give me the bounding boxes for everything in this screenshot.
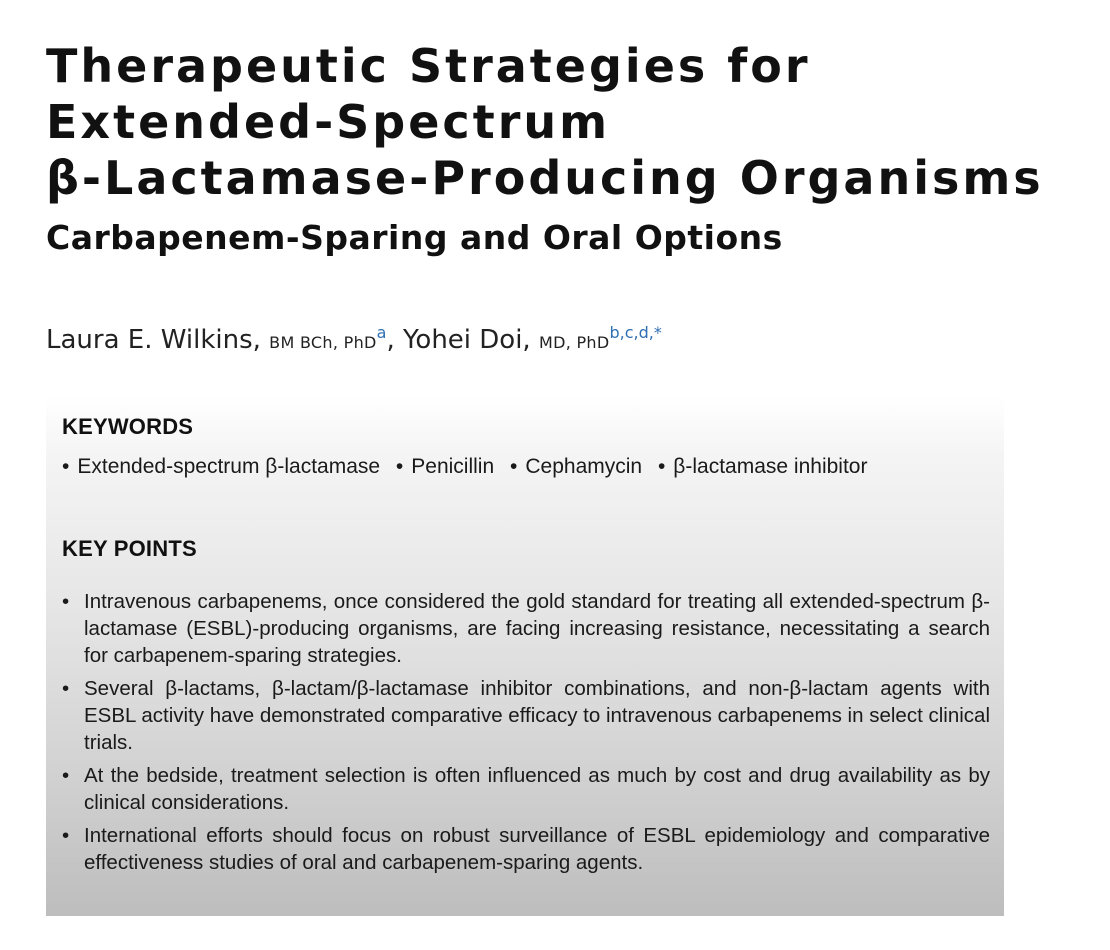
key-point-item (62, 588, 990, 669)
bullet-icon: • (62, 824, 70, 847)
title-line: β-Lactamase-Producing Organisms (46, 151, 1044, 205)
bullet-icon: • (657, 455, 666, 478)
keyword-item (62, 455, 380, 478)
keyword-item (510, 455, 642, 478)
author-name: Yohei Doi, (402, 325, 531, 355)
key-points-list (62, 588, 990, 876)
key-point-item (62, 762, 990, 816)
key-point-text: Intravenous carbapenems, once considered the gold standard for treating all extended-spectrum β-lactamase (ESBL)-producing organisms, are facing increasing resistance, necessitating a search for carbapenem-sparing strategies. (84, 590, 990, 667)
keywords-list (62, 452, 990, 482)
bullet-icon: • (62, 764, 70, 787)
keyword-item (396, 455, 494, 478)
bullet-icon: • (62, 677, 70, 700)
bullet-icon: • (510, 455, 518, 478)
bullet-icon: • (62, 455, 70, 478)
title-line: Extended-Spectrum (46, 95, 611, 149)
author-degrees: BM BCh, PhD (269, 333, 377, 352)
article-subtitle: Carbapenem-Sparing and Oral Options (46, 218, 783, 257)
affiliation-link[interactable]: b,c,d,* (609, 323, 662, 342)
author-line: Laura E. Wilkins, BM BCh, PhD$^a$, Yohei Doi, MD, PhD$^{b,c,d,*}$ (46, 323, 662, 355)
key-point-item (62, 675, 990, 756)
title-line: Therapeutic Strategies for (46, 39, 811, 93)
bullet-icon: • (62, 590, 70, 613)
article-header (46, 38, 1046, 260)
keywords-heading: KEYWORDS (62, 414, 194, 439)
keyword-text: β-lactamase inhibitor (673, 455, 868, 478)
keywords-keypoints-panel (46, 396, 1004, 916)
affiliation-link[interactable]: a (376, 323, 387, 342)
keyword-item (658, 455, 868, 478)
key-point-text: At the bedside, treatment selection is often influenced as much by cost and drug availability as by clinical considerations. (84, 764, 990, 814)
key-point-text: International efforts should focus on robust surveillance of ESBL epidemiology and comparative effectiveness studies of oral and carbapenem-sparing agents. (84, 824, 990, 874)
key-point-text: Several β-lactams, β-lactam/β-lactamase inhibitor combinations, and non-β-lactam agents with ESBL activity have demonstrated comparative efficacy to intravenous carbapenems in select clinical trials. (84, 677, 990, 754)
bullet-icon: • (395, 455, 404, 478)
author-degrees: MD, PhD (538, 333, 610, 352)
keyword-text: Cephamycin (525, 455, 643, 478)
article-title (46, 38, 1046, 206)
keyword-text: Penicillin (411, 455, 495, 478)
keyword-text: Extended-spectrum β-lactamase (77, 455, 381, 478)
key-points-heading: KEY POINTS (62, 536, 197, 561)
key-point-item (62, 822, 990, 876)
author-name: Laura E. Wilkins, (46, 325, 261, 355)
